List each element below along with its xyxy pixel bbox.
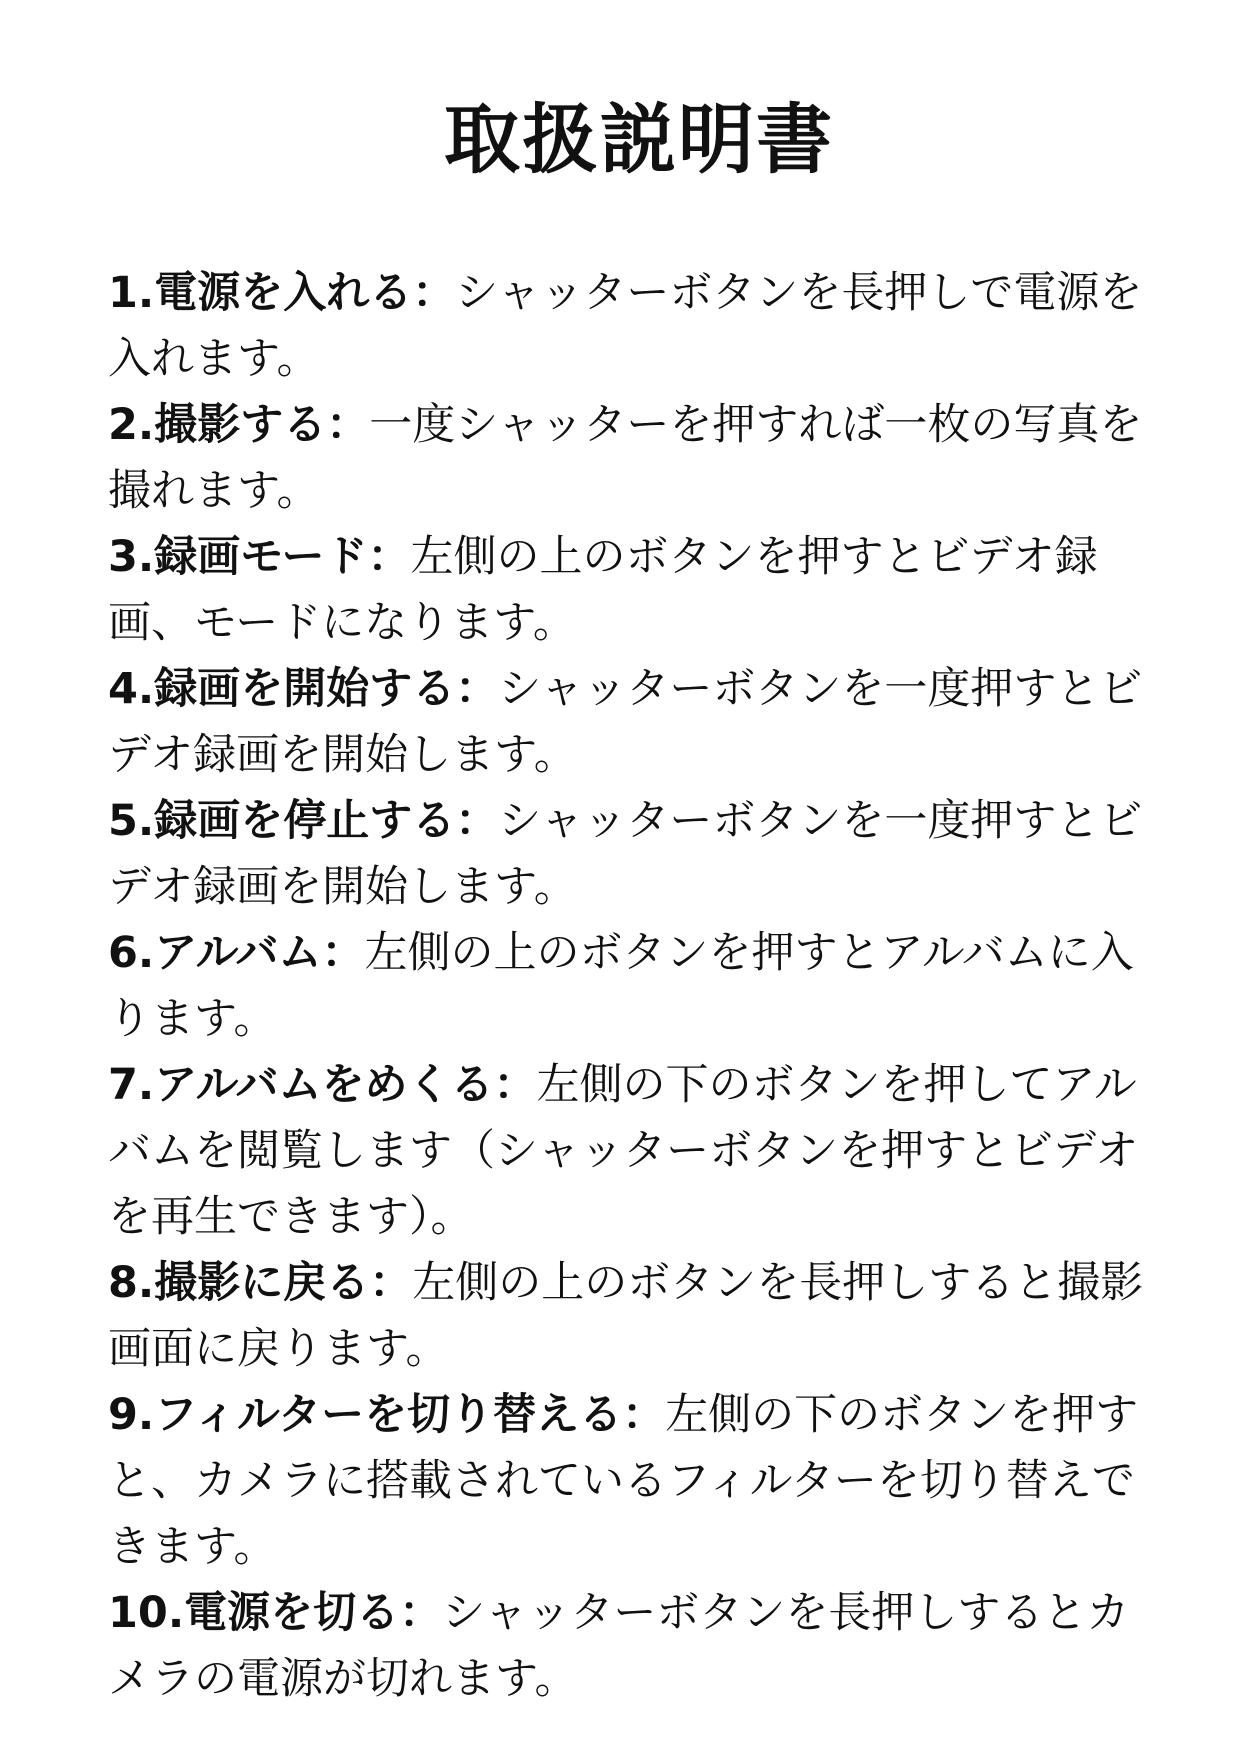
step-heading: 3.録画モード： xyxy=(108,532,411,582)
instruction-step-4 xyxy=(108,656,1158,788)
instruction-step-7 xyxy=(108,1052,1158,1250)
step-heading: 9.フィルターを切り替える： xyxy=(108,1390,666,1440)
step-text: 左側の下のボタンを押すと、カメラに搭載されているフィルターを切り替えできます。 xyxy=(108,1390,1139,1572)
instruction-step-3 xyxy=(108,524,1158,656)
step-text: 左側の上のボタンを押すとアルバムに入ります。 xyxy=(108,928,1134,1044)
step-heading: 1.電源を入れる： xyxy=(108,268,456,318)
step-text: シャッターボタンを一度押すとビデオ録画を開始します。 xyxy=(108,664,1143,780)
instruction-step-1 xyxy=(108,260,1158,392)
step-text: シャッターボタンを長押しで電源を入れます。 xyxy=(108,268,1143,384)
instruction-step-6 xyxy=(108,920,1158,1052)
instruction-step-8 xyxy=(108,1250,1158,1382)
instruction-step-5 xyxy=(108,788,1158,920)
step-text: シャッターボタンを長押しするとカメラの電源が切れます。 xyxy=(108,1588,1130,1704)
step-heading: 7.アルバムをめくる： xyxy=(108,1060,537,1110)
step-text: 左側の上のボタンを押すとビデオ録画、モードになります。 xyxy=(108,532,1098,648)
step-text: 左側の下のボタンを押してアルバムを閲覧します（シャッターボタンを押すとビデオを再生できます）。 xyxy=(108,1060,1139,1242)
step-heading: 4.録画を開始する： xyxy=(108,664,499,714)
page-title: 取扱説明書 xyxy=(444,95,834,184)
instruction-step-9 xyxy=(108,1382,1158,1580)
step-heading: 8.撮影に戻る： xyxy=(108,1258,413,1308)
step-heading: 2.撮影する： xyxy=(108,400,370,450)
instruction-list xyxy=(108,260,1158,1712)
instruction-step-2 xyxy=(108,392,1158,524)
instruction-step-10 xyxy=(108,1580,1158,1712)
step-text: 一度シャッターを押すれば一枚の写真を撮れます。 xyxy=(108,400,1143,516)
step-heading: 5.録画を停止する： xyxy=(108,796,499,846)
step-text: シャッターボタンを一度押すとビデオ録画を開始します。 xyxy=(108,796,1143,912)
step-text: 左側の上のボタンを長押しすると撮影画面に戻ります。 xyxy=(108,1258,1144,1374)
step-heading: 6.アルバム： xyxy=(108,928,365,978)
step-heading: 10.電源を切る： xyxy=(108,1588,443,1638)
